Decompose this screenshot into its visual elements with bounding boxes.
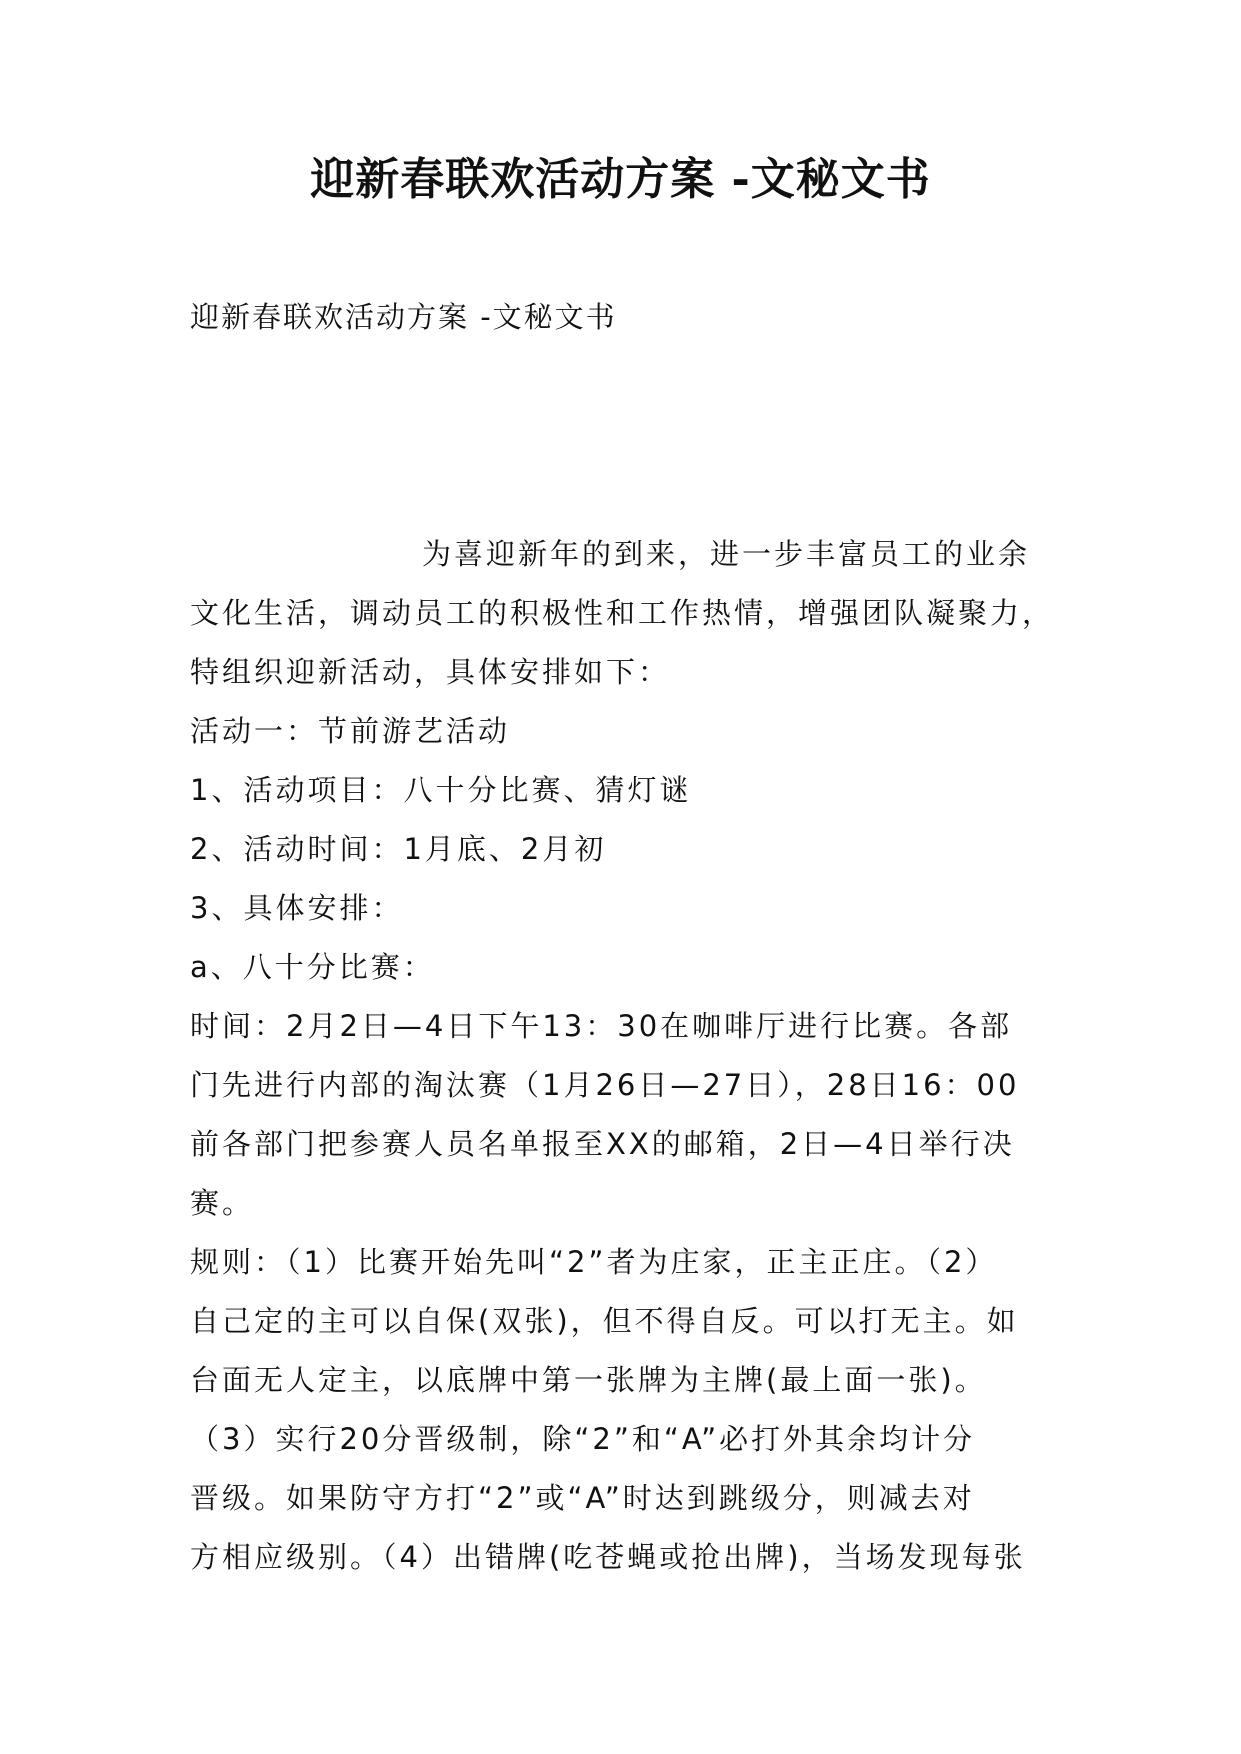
body-line: 门先进行内部的淘汰赛（1月26日—27日），28日16：00 [190, 1068, 1020, 1102]
body-line-rules: 规则：（1）比赛开始先叫“2”者为庄家，正主正庄。（2） [190, 1245, 998, 1279]
body-line: 自己定的主可以自保(双张)，但不得自反。可以打无主。如 [190, 1304, 1019, 1338]
body-line: 前各部门把参赛人员名单报至XX的邮箱，2日—4日举行决 [190, 1127, 1015, 1161]
body-line: （3）实行20分晋级制，除“2”和“A”必打外其余均计分 [190, 1422, 976, 1456]
body-line: 方相应级别。（4）出错牌(吃苍蝇或抢出牌)，当场发现每张 [190, 1540, 1026, 1574]
list-item-activity-time: 2、活动时间：1月底、2月初 [190, 832, 607, 866]
document-title: 迎新春联欢活动方案 -文秘文书 [310, 154, 931, 205]
body-line: 赛。 [190, 1186, 255, 1220]
document-body [190, 525, 1055, 1587]
body-line: 特组织迎新活动，具体安排如下： [190, 655, 671, 689]
body-line: 文化生活，调动员工的积极性和工作热情，增强团队凝聚力， [190, 596, 1055, 630]
list-item-activity-items: 1、活动项目：八十分比赛、猜灯谜 [190, 773, 692, 807]
body-line: 晋级。如果防守方打“2”或“A”时达到跳级分，则减去对 [190, 1481, 975, 1515]
body-line-intro: 为喜迎新年的到来，进一步丰富员工的业余 [422, 537, 1031, 571]
body-line: 台面无人定主，以底牌中第一张牌为主牌(最上面一张)。 [190, 1363, 987, 1397]
list-item-arrangement: 3、具体安排： [190, 891, 404, 925]
sub-item-eighty-points: a、八十分比赛： [190, 950, 435, 984]
body-line-time: 时间：2月2日—4日下午13：30在咖啡厅进行比赛。各部 [190, 1009, 1013, 1043]
section-heading-activity-one: 活动一：节前游艺活动 [190, 714, 511, 748]
document-subtitle: 迎新春联欢活动方案 -文秘文书 [190, 300, 617, 334]
